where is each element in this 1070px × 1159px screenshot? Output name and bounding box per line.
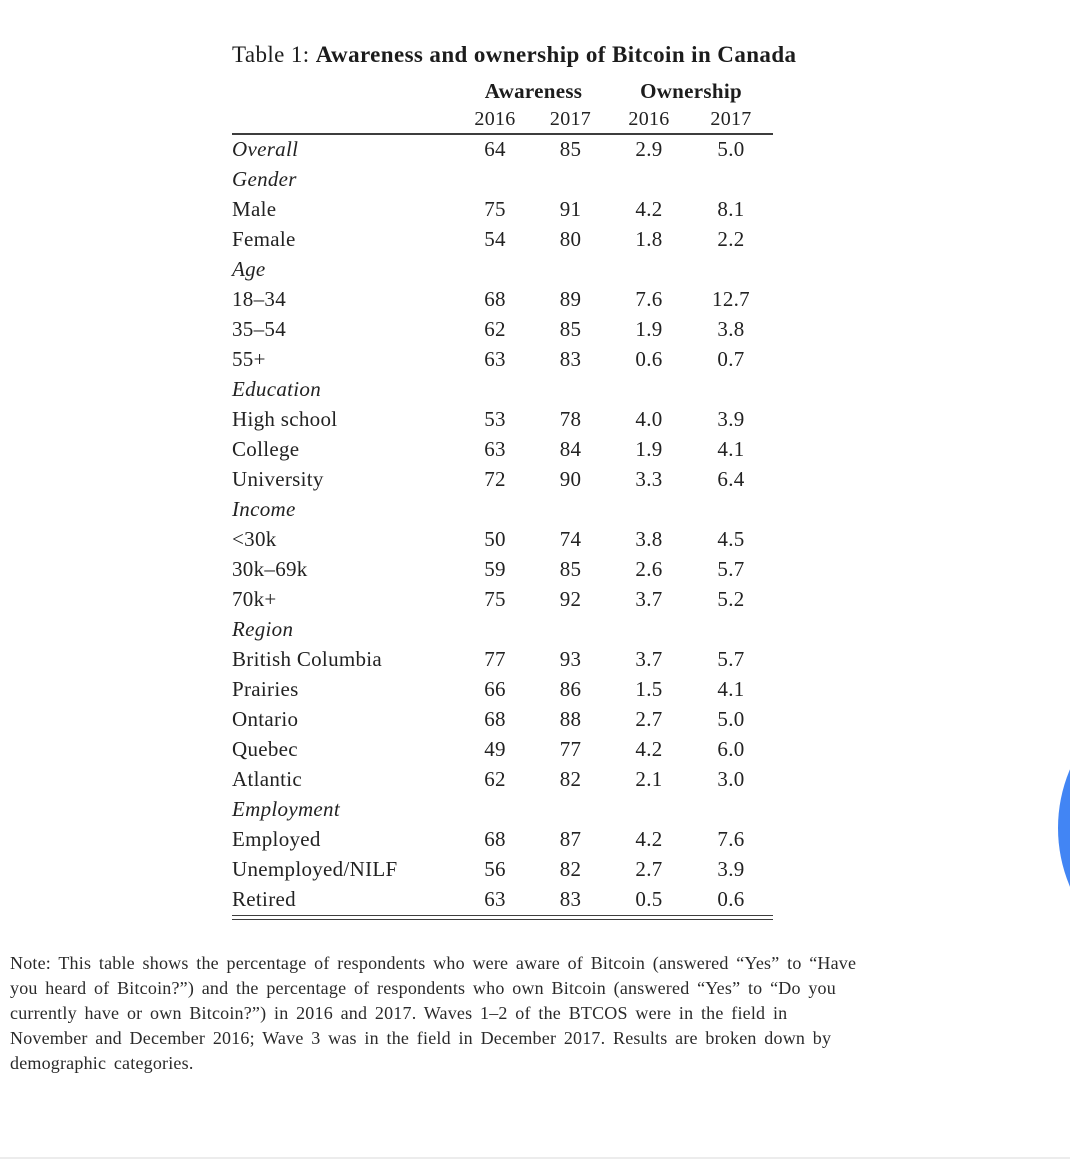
- table-corner-spacer: [232, 106, 458, 134]
- row-label: 18–34: [232, 286, 286, 311]
- cell-value: 6.0: [717, 736, 745, 761]
- table-row: [232, 824, 773, 854]
- note-line: November and December 2016; Wave 3 was in the field in December 2017. Results are broken down by: [10, 1028, 832, 1048]
- cell-value: 4.2: [635, 196, 663, 221]
- cell-value: 4.1: [717, 676, 745, 701]
- cell-value: 6.4: [717, 466, 745, 491]
- section-label: Education: [232, 376, 322, 401]
- cell-value: [689, 614, 773, 644]
- cell-value: 63: [484, 886, 506, 911]
- cell-value: 88: [559, 706, 582, 731]
- section-label: Income: [232, 496, 296, 521]
- cell-value: 3.3: [635, 466, 663, 491]
- section-label: Employment: [232, 796, 340, 821]
- cell-value: 53: [484, 406, 506, 431]
- row-label: College: [232, 436, 300, 461]
- floating-bubble-button[interactable]: [1058, 678, 1070, 978]
- cell-value: 0.6: [717, 886, 745, 911]
- cell-value: 86: [559, 676, 582, 701]
- cell-value: 68: [484, 286, 506, 311]
- note-line: you heard of Bitcoin?”) and the percentage of respondents who own Bitcoin (answered “Yes” to “Do you: [10, 978, 836, 998]
- cell-value: 5.0: [717, 706, 745, 731]
- cell-value: [609, 254, 689, 284]
- table-corner-spacer: [232, 76, 458, 106]
- column-group-ownership: Ownership: [640, 78, 742, 103]
- cell-value: [458, 794, 532, 824]
- cell-value: [458, 374, 532, 404]
- table-row: [232, 554, 773, 584]
- cell-value: [689, 494, 773, 524]
- section-row: [232, 614, 773, 644]
- section-row: [232, 794, 773, 824]
- row-label: Unemployed/NILF: [232, 856, 398, 881]
- cell-value: 82: [559, 856, 582, 881]
- cell-value: 93: [559, 646, 582, 671]
- row-label: 55+: [232, 346, 266, 371]
- row-label: Employed: [232, 826, 321, 851]
- table-caption: [232, 42, 797, 68]
- cell-value: [609, 374, 689, 404]
- section-row: [232, 494, 773, 524]
- cell-value: [689, 164, 773, 194]
- cell-value: [458, 494, 532, 524]
- table-row: [232, 884, 773, 914]
- cell-value: [532, 794, 609, 824]
- cell-value: 91: [559, 196, 582, 221]
- cell-value: 4.1: [717, 436, 745, 461]
- table-body: [232, 134, 773, 914]
- cell-value: 54: [484, 226, 506, 251]
- cell-value: 85: [559, 137, 582, 161]
- row-label: 70k+: [232, 586, 277, 611]
- table-row: [232, 344, 773, 374]
- year-header-row: [232, 106, 773, 134]
- year-header-ownership-2017: 2017: [689, 106, 773, 134]
- cell-value: [532, 494, 609, 524]
- cell-value: 2.2: [717, 226, 745, 251]
- row-label: Prairies: [232, 676, 299, 701]
- cell-value: 49: [484, 736, 506, 761]
- cell-value: 3.7: [635, 646, 663, 671]
- cell-value: 56: [484, 856, 506, 881]
- cell-value: 63: [484, 346, 506, 371]
- cell-value: 2.9: [635, 137, 663, 161]
- cell-value: [609, 494, 689, 524]
- cell-value: 85: [559, 556, 582, 581]
- cell-value: 77: [559, 736, 582, 761]
- cell-value: 5.2: [717, 586, 745, 611]
- table-bottom-rule: [232, 915, 773, 920]
- cell-value: [458, 164, 532, 194]
- cell-value: 4.2: [635, 736, 663, 761]
- cell-value: 7.6: [717, 826, 745, 851]
- cell-value: 3.8: [717, 316, 745, 341]
- table-row: [232, 464, 773, 494]
- cell-value: 50: [484, 526, 506, 551]
- cell-value: 8.1: [717, 196, 745, 221]
- cell-value: [689, 794, 773, 824]
- column-group-awareness: Awareness: [484, 78, 583, 103]
- column-group-header-row: [232, 76, 773, 106]
- bitcoin-awareness-ownership-table: [232, 76, 773, 914]
- cell-value: 0.6: [635, 346, 663, 371]
- section-label: Age: [232, 256, 266, 281]
- row-label: Overall: [232, 137, 299, 161]
- table-row: [232, 644, 773, 674]
- cell-value: 63: [484, 436, 506, 461]
- cell-value: [689, 374, 773, 404]
- cell-value: [532, 254, 609, 284]
- cell-value: 80: [559, 226, 582, 251]
- cell-value: 62: [484, 766, 506, 791]
- cell-value: 74: [559, 526, 582, 551]
- cell-value: 3.0: [717, 766, 745, 791]
- cell-value: 90: [559, 466, 582, 491]
- row-label: Retired: [232, 886, 296, 911]
- cell-value: 4.0: [635, 406, 663, 431]
- row-label: Male: [232, 196, 277, 221]
- table-row: [232, 404, 773, 434]
- cell-value: 82: [559, 766, 582, 791]
- section-row: [232, 164, 773, 194]
- cell-value: [532, 164, 609, 194]
- table-row: [232, 704, 773, 734]
- note-line: Note: This table shows the percentage of respondents who were aware of Bitcoin (answered “Yes” to “Have: [10, 953, 857, 973]
- cell-value: 83: [559, 346, 582, 371]
- table-row: [232, 194, 773, 224]
- section-row: [232, 374, 773, 404]
- table-row: [232, 854, 773, 884]
- cell-value: 85: [559, 316, 582, 341]
- cell-value: 2.7: [635, 856, 663, 881]
- cell-value: 2.7: [635, 706, 663, 731]
- cell-value: 4.2: [635, 826, 663, 851]
- cell-value: [532, 374, 609, 404]
- cell-value: 84: [559, 436, 582, 461]
- cell-value: [609, 164, 689, 194]
- note-line: currently have or own Bitcoin?”) in 2016 and 2017. Waves 1–2 of the BTCOS were in the field in: [10, 1003, 788, 1023]
- cell-value: 89: [559, 286, 582, 311]
- cell-value: [689, 254, 773, 284]
- cell-value: 1.9: [635, 316, 663, 341]
- cell-value: 62: [484, 316, 506, 341]
- cell-value: 3.9: [717, 406, 745, 431]
- cell-value: 2.1: [635, 766, 663, 791]
- cell-value: 87: [559, 826, 582, 851]
- row-label: 30k–69k: [232, 556, 308, 581]
- row-label: Ontario: [232, 706, 299, 731]
- cell-value: 4.5: [717, 526, 745, 551]
- cell-value: 5.7: [717, 556, 745, 581]
- cell-value: 75: [484, 196, 506, 221]
- cell-value: 78: [559, 406, 582, 431]
- cell-value: [532, 614, 609, 644]
- cell-value: 12.7: [712, 286, 750, 311]
- cell-value: 5.0: [717, 137, 745, 161]
- year-header-awareness-2017: 2017: [532, 106, 609, 134]
- cell-value: [458, 254, 532, 284]
- cell-value: 1.5: [635, 676, 663, 701]
- table-row: [232, 434, 773, 464]
- cell-value: 7.6: [635, 286, 663, 311]
- year-header-ownership-2016: 2016: [609, 106, 689, 134]
- cell-value: 75: [484, 586, 506, 611]
- row-label: British Columbia: [232, 646, 383, 671]
- cell-value: 0.5: [635, 886, 663, 911]
- cell-value: 64: [484, 137, 506, 161]
- year-header-awareness-2016: 2016: [458, 106, 532, 134]
- row-label: Female: [232, 226, 296, 251]
- table-row: [232, 314, 773, 344]
- cell-value: 1.8: [635, 226, 663, 251]
- table-caption-number: Table 1:: [232, 42, 310, 67]
- table-row: [232, 674, 773, 704]
- row-label: <30k: [232, 526, 277, 551]
- table-note: [10, 951, 856, 1076]
- row-label: High school: [232, 406, 338, 431]
- section-row: [232, 254, 773, 284]
- table-row: [232, 584, 773, 614]
- note-line: demographic categories.: [10, 1053, 194, 1073]
- cell-value: 2.6: [635, 556, 663, 581]
- cell-value: 0.7: [717, 346, 745, 371]
- cell-value: 72: [484, 466, 506, 491]
- cell-value: 83: [559, 886, 582, 911]
- row-label: 35–54: [232, 316, 286, 341]
- row-label: Atlantic: [232, 766, 303, 791]
- table-row: [232, 734, 773, 764]
- cell-value: 3.9: [717, 856, 745, 881]
- table-row: [232, 284, 773, 314]
- cell-value: 3.8: [635, 526, 663, 551]
- row-label: Quebec: [232, 736, 298, 761]
- cell-value: 3.7: [635, 586, 663, 611]
- cell-value: 68: [484, 826, 506, 851]
- cell-value: 77: [484, 646, 506, 671]
- cell-value: [609, 794, 689, 824]
- table-row: [232, 134, 773, 164]
- row-label: University: [232, 466, 324, 491]
- section-label: Region: [232, 616, 294, 641]
- cell-value: 66: [484, 676, 506, 701]
- table-row: [232, 524, 773, 554]
- cell-value: 59: [484, 556, 506, 581]
- cell-value: 5.7: [717, 646, 745, 671]
- cell-value: [458, 614, 532, 644]
- cell-value: [609, 614, 689, 644]
- cell-value: 68: [484, 706, 506, 731]
- table-row: [232, 224, 773, 254]
- table-caption-title: Awareness and ownership of Bitcoin in Canada: [315, 42, 797, 67]
- cell-value: 92: [559, 586, 582, 611]
- table-row: [232, 764, 773, 794]
- cell-value: 1.9: [635, 436, 663, 461]
- section-label: Gender: [232, 166, 297, 191]
